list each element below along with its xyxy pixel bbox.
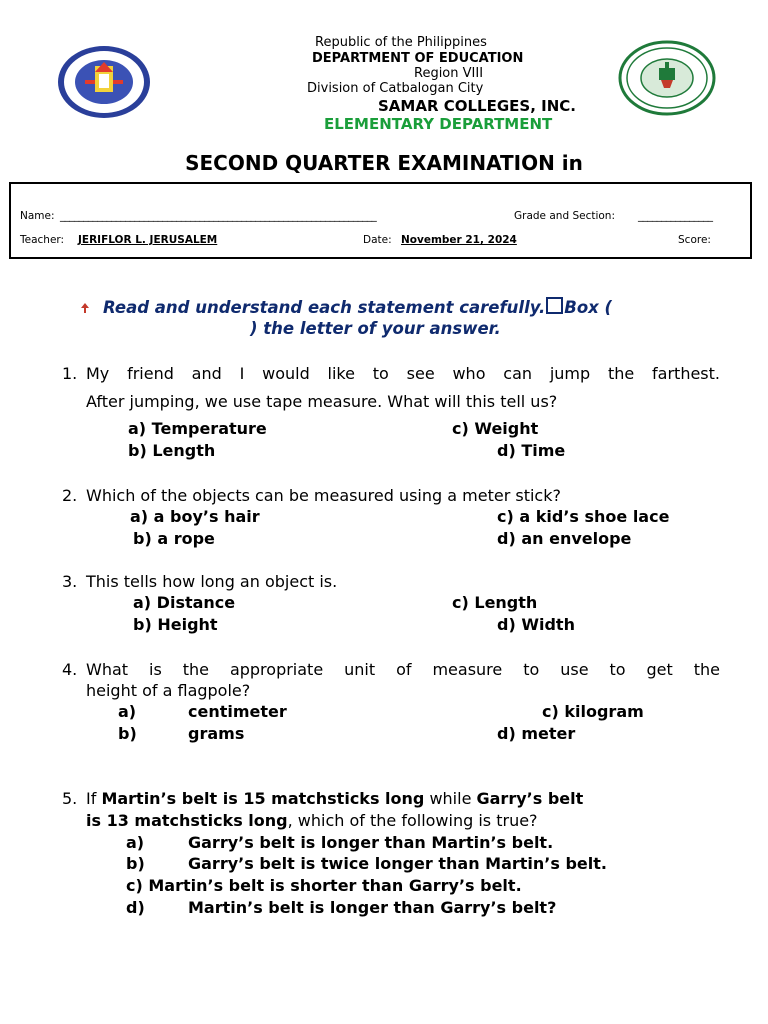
instructions-text: Read and understand each statement carefully. [103,298,546,317]
question-number-1: 1. [62,364,78,383]
question-1-option-a[interactable]: a) Temperature [128,419,267,438]
question-5-option-a-letter[interactable]: a) [126,833,145,852]
question-3-option-c[interactable]: c) Length [452,593,538,612]
instructions-line-2: ) the letter of your answer. [250,319,501,338]
question-1-line-1: My friend and I would like to see who can jump the farthest. [86,364,720,383]
question-3-option-b[interactable]: b) Height [133,615,218,634]
question-2-option-d[interactable]: d) an envelope [497,529,632,548]
exam-title: SECOND QUARTER EXAMINATION in [185,151,583,175]
name-label: Name: [20,210,55,222]
question-number-2: 2. [62,486,78,505]
date-label: Date: [363,234,392,246]
question-5-option-d-letter[interactable]: d) [126,898,145,917]
question-4-option-c[interactable]: c) kilogram [542,702,644,721]
header-division: Division of Catbalogan City [307,81,484,96]
instructions-line-1 [103,297,612,317]
question-5-option-a-text[interactable]: Garry’s belt is longer than Martin’s belt. [188,833,554,852]
header-school: SAMAR COLLEGES, INC. [378,97,576,115]
question-number-5: 5. [62,789,78,808]
question-3-line-1: This tells how long an object is. [86,572,338,591]
instructions-box-text: Box ( [564,298,613,317]
arrow-bullet-icon [80,303,90,313]
question-4-option-d[interactable]: d) meter [497,724,576,743]
question-4-line-1: What is the appropriate unit of measure to use to get the [86,660,720,679]
question-1-line-2: After jumping, we use tape measure. What will this tell us? [86,392,558,411]
question-2-line-1: Which of the objects can be measured using a meter stick? [86,486,561,505]
question-4-option-b-letter[interactable]: b) [118,724,137,743]
question-2-option-c[interactable]: c) a kid’s shoe lace [497,507,670,526]
score-label: Score: [678,234,711,246]
question-4-option-a-text[interactable]: centimeter [188,702,287,721]
teacher-label: Teacher: [20,234,65,246]
question-number-4: 4. [62,660,78,679]
header-elementary-department: ELEMENTARY DEPARTMENT [324,115,553,133]
question-5-option-b-letter[interactable]: b) [126,854,145,873]
question-1-option-c[interactable]: c) Weight [452,419,539,438]
box-symbol-icon [546,297,563,314]
question-5-option-b-text[interactable]: Garry’s belt is twice longer than Martin’s belt. [188,854,607,873]
question-2-option-a[interactable]: a) a boy’s hair [130,507,260,526]
question-2-option-b[interactable]: b) a rope [133,529,215,548]
teacher-value: JERIFLOR L. JERUSALEM [78,234,218,246]
grade-section-field[interactable]: ________________ [638,210,713,222]
grade-section-label: Grade and Section: [514,210,615,222]
date-value: November 21, 2024 [401,234,517,246]
student-info-box [9,182,752,259]
question-3-option-a[interactable]: a) Distance [133,593,236,612]
header-republic: Republic of the Philippines [315,35,487,50]
question-5-option-d-text[interactable]: Martin’s belt is longer than Garry’s belt? [188,898,557,917]
deped-seal-logo [55,44,153,120]
question-5-line-2: is 13 matchsticks long, which of the following is true? [86,811,538,830]
question-1-option-d[interactable]: d) Time [497,441,566,460]
question-4-option-a-letter[interactable]: a) [118,702,137,721]
question-5-line-1: If Martin’s belt is 15 matchsticks long while Garry’s belt [86,789,584,808]
question-5-option-c[interactable]: c) Martin’s belt is shorter than Garry’s belt. [126,876,522,895]
question-3-option-d[interactable]: d) Width [497,615,575,634]
question-number-3: 3. [62,572,78,591]
samar-college-seal-logo [618,40,716,116]
header-region: Region VIII [414,66,484,81]
header-department: DEPARTMENT OF EDUCATION [312,51,524,66]
name-field[interactable]: ____________________________________________________________________ [60,210,377,222]
question-1-option-b[interactable]: b) Length [128,441,216,460]
question-4-option-b-text[interactable]: grams [188,724,245,743]
question-4-line-2: height of a flagpole? [86,681,251,700]
